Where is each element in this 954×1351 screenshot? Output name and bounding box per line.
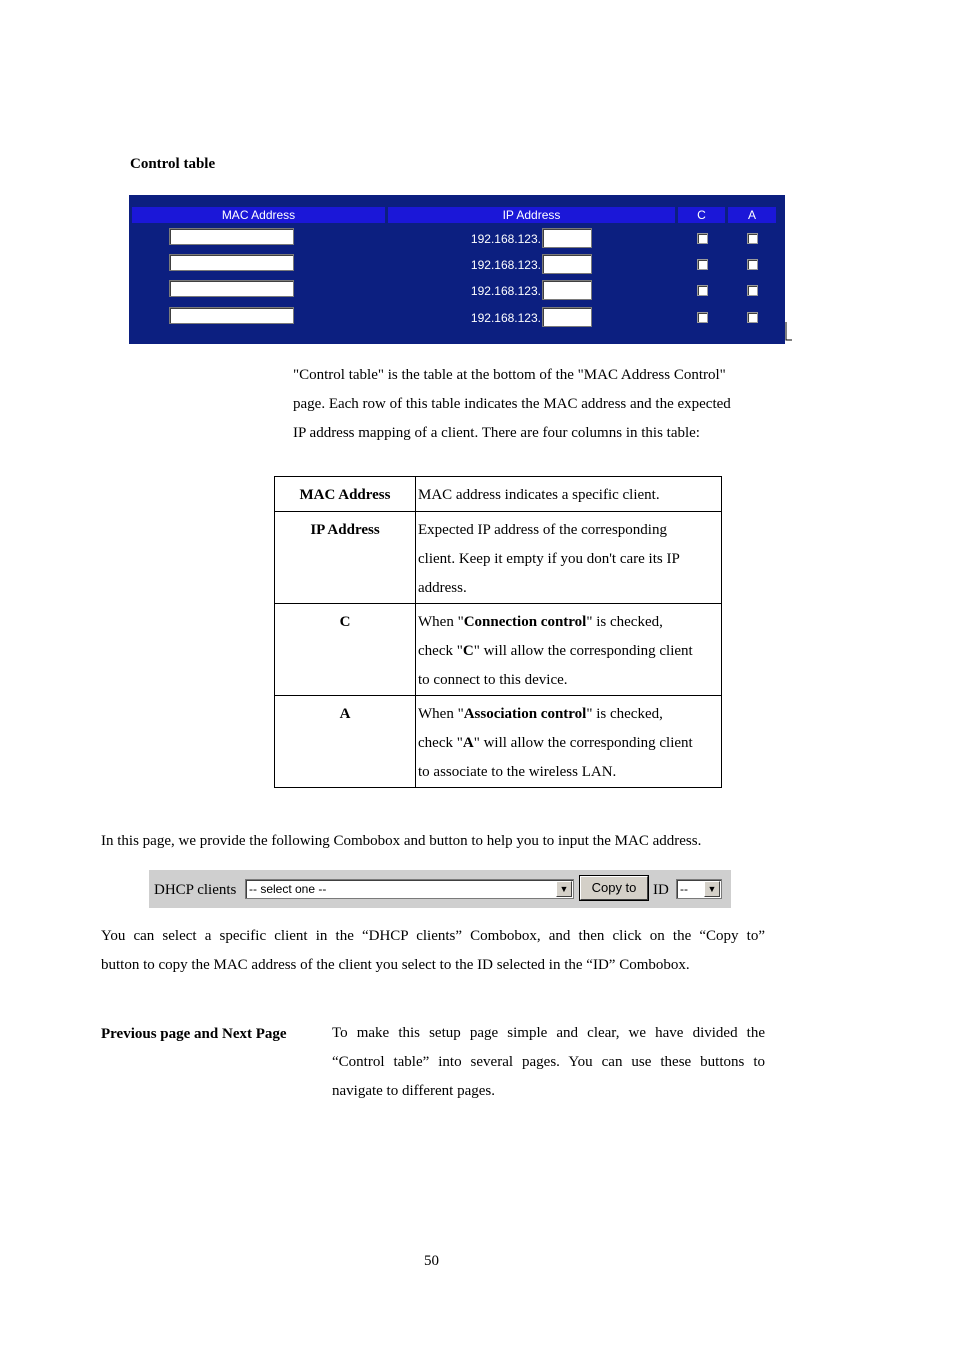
- copy-explain-line-1: You can select a specific client in the “DHCP clients” Combobox, and then click on the “Copy to”: [101, 928, 765, 944]
- prev-next-description: [332, 1019, 765, 1106]
- ip-prefix-row-1: 192.168.123.: [470, 232, 541, 246]
- definitions-table: [274, 476, 722, 788]
- header-a: A: [728, 207, 776, 223]
- definition-row-mac: [275, 477, 722, 512]
- page-number: 50: [424, 1253, 439, 1269]
- dhcp-clients-bar: [149, 870, 731, 908]
- desc-c-line-3: to connect to this device.: [418, 672, 568, 688]
- desc-ip-line-1: Expected IP address of the corresponding: [418, 522, 667, 538]
- desc-a-post1: " is checked,: [586, 706, 663, 722]
- prev-next-line-2: “Control table” into several pages. You can use these buttons to: [332, 1054, 765, 1070]
- mac-input-row-3[interactable]: [169, 280, 294, 297]
- desc-a-line-2: [418, 729, 719, 758]
- desc-a-bold2: A: [462, 735, 474, 751]
- term-c: C: [275, 604, 416, 696]
- c-checkbox-row-2[interactable]: [697, 259, 708, 270]
- c-checkbox-row-3[interactable]: [697, 285, 708, 296]
- a-checkbox-row-2[interactable]: [747, 259, 758, 270]
- intro-paragraph: [293, 361, 731, 448]
- definition-row-a: [275, 696, 722, 788]
- prev-next-line-3: navigate to different pages.: [332, 1083, 495, 1099]
- desc-a-pre2: check ": [418, 735, 463, 751]
- prev-next-term: Previous page and Next Page: [101, 1026, 287, 1042]
- definition-row-ip: [275, 512, 722, 604]
- ip-input-row-1[interactable]: [542, 228, 592, 248]
- mac-input-row-4[interactable]: [169, 307, 294, 324]
- desc-c-bold2: C: [462, 643, 474, 659]
- copy-explanation: [101, 922, 765, 980]
- dhcp-clients-select-value: -- select one --: [249, 882, 327, 896]
- term-mac-address: MAC Address: [275, 477, 416, 512]
- combobox-intro: In this page, we provide the following Combobox and button to help you to input the MAC address.: [101, 833, 702, 849]
- desc-a-pre1: When ": [418, 706, 464, 722]
- section-title: Control table: [130, 156, 216, 172]
- desc-a: [416, 696, 722, 788]
- desc-mac-address: MAC address indicates a specific client.: [416, 477, 722, 512]
- desc-ip-line-2: client. Keep it empty if you don't care its IP: [418, 551, 680, 567]
- desc-c-line-2: [418, 637, 719, 666]
- copy-to-button[interactable]: Copy to: [580, 876, 648, 900]
- desc-c-bold1: Connection control: [463, 614, 587, 630]
- control-table-panel: [129, 195, 785, 344]
- ip-input-row-2[interactable]: [542, 254, 592, 274]
- desc-a-post2: " will allow the corresponding client: [473, 735, 693, 751]
- desc-ip-line-3: address.: [418, 580, 467, 596]
- term-a: A: [275, 696, 416, 788]
- desc-c-pre2: check ": [418, 643, 463, 659]
- desc-a-bold1: Association control: [463, 706, 587, 722]
- a-checkbox-row-3[interactable]: [747, 285, 758, 296]
- desc-a-line-3: to associate to the wireless LAN.: [418, 764, 617, 780]
- desc-c-pre1: When ": [418, 614, 464, 630]
- desc-c: [416, 604, 722, 696]
- id-select[interactable]: [676, 879, 722, 899]
- ip-input-row-3[interactable]: [542, 280, 592, 300]
- desc-c-line-1: [418, 608, 719, 637]
- mac-input-row-2[interactable]: [169, 254, 294, 271]
- ip-input-row-4[interactable]: [542, 307, 592, 327]
- c-checkbox-row-4[interactable]: [697, 312, 708, 323]
- chevron-down-icon[interactable]: ▼: [556, 881, 572, 897]
- mac-input-row-1[interactable]: [169, 228, 294, 245]
- dhcp-clients-select[interactable]: [245, 879, 574, 899]
- term-ip-address: IP Address: [275, 512, 416, 604]
- c-checkbox-row-1[interactable]: [697, 233, 708, 244]
- desc-c-post2: " will allow the corresponding client: [473, 643, 693, 659]
- header-ip-address: IP Address: [388, 207, 675, 223]
- ip-prefix-row-2: 192.168.123.: [470, 258, 541, 272]
- intro-line-3: IP address mapping of a client. There are four columns in this table:: [293, 425, 700, 441]
- id-select-value: --: [680, 882, 688, 896]
- intro-line-1: "Control table" is the table at the bottom of the "MAC Address Control": [293, 367, 726, 383]
- a-checkbox-row-1[interactable]: [747, 233, 758, 244]
- intro-line-2: page. Each row of this table indicates the MAC address and the expected: [293, 396, 731, 412]
- prev-next-line-1: To make this setup page simple and clear, we have divided the: [332, 1025, 765, 1041]
- chevron-down-icon[interactable]: ▼: [704, 881, 720, 897]
- desc-a-line-1: [418, 700, 719, 729]
- a-checkbox-row-4[interactable]: [747, 312, 758, 323]
- ip-prefix-row-4: 192.168.123.: [470, 311, 541, 325]
- header-c: C: [678, 207, 725, 223]
- definition-row-c: [275, 604, 722, 696]
- desc-c-post1: " is checked,: [586, 614, 663, 630]
- copy-explain-line-2: button to copy the MAC address of the client you select to the ID selected in the “ID” Combobox.: [101, 957, 690, 973]
- header-mac-address: MAC Address: [132, 207, 385, 223]
- dhcp-clients-label: DHCP clients: [154, 882, 237, 898]
- desc-ip-address: [416, 512, 722, 604]
- id-label: ID: [653, 882, 669, 898]
- ip-prefix-row-3: 192.168.123.: [470, 284, 541, 298]
- text-cursor-icon: [785, 322, 793, 342]
